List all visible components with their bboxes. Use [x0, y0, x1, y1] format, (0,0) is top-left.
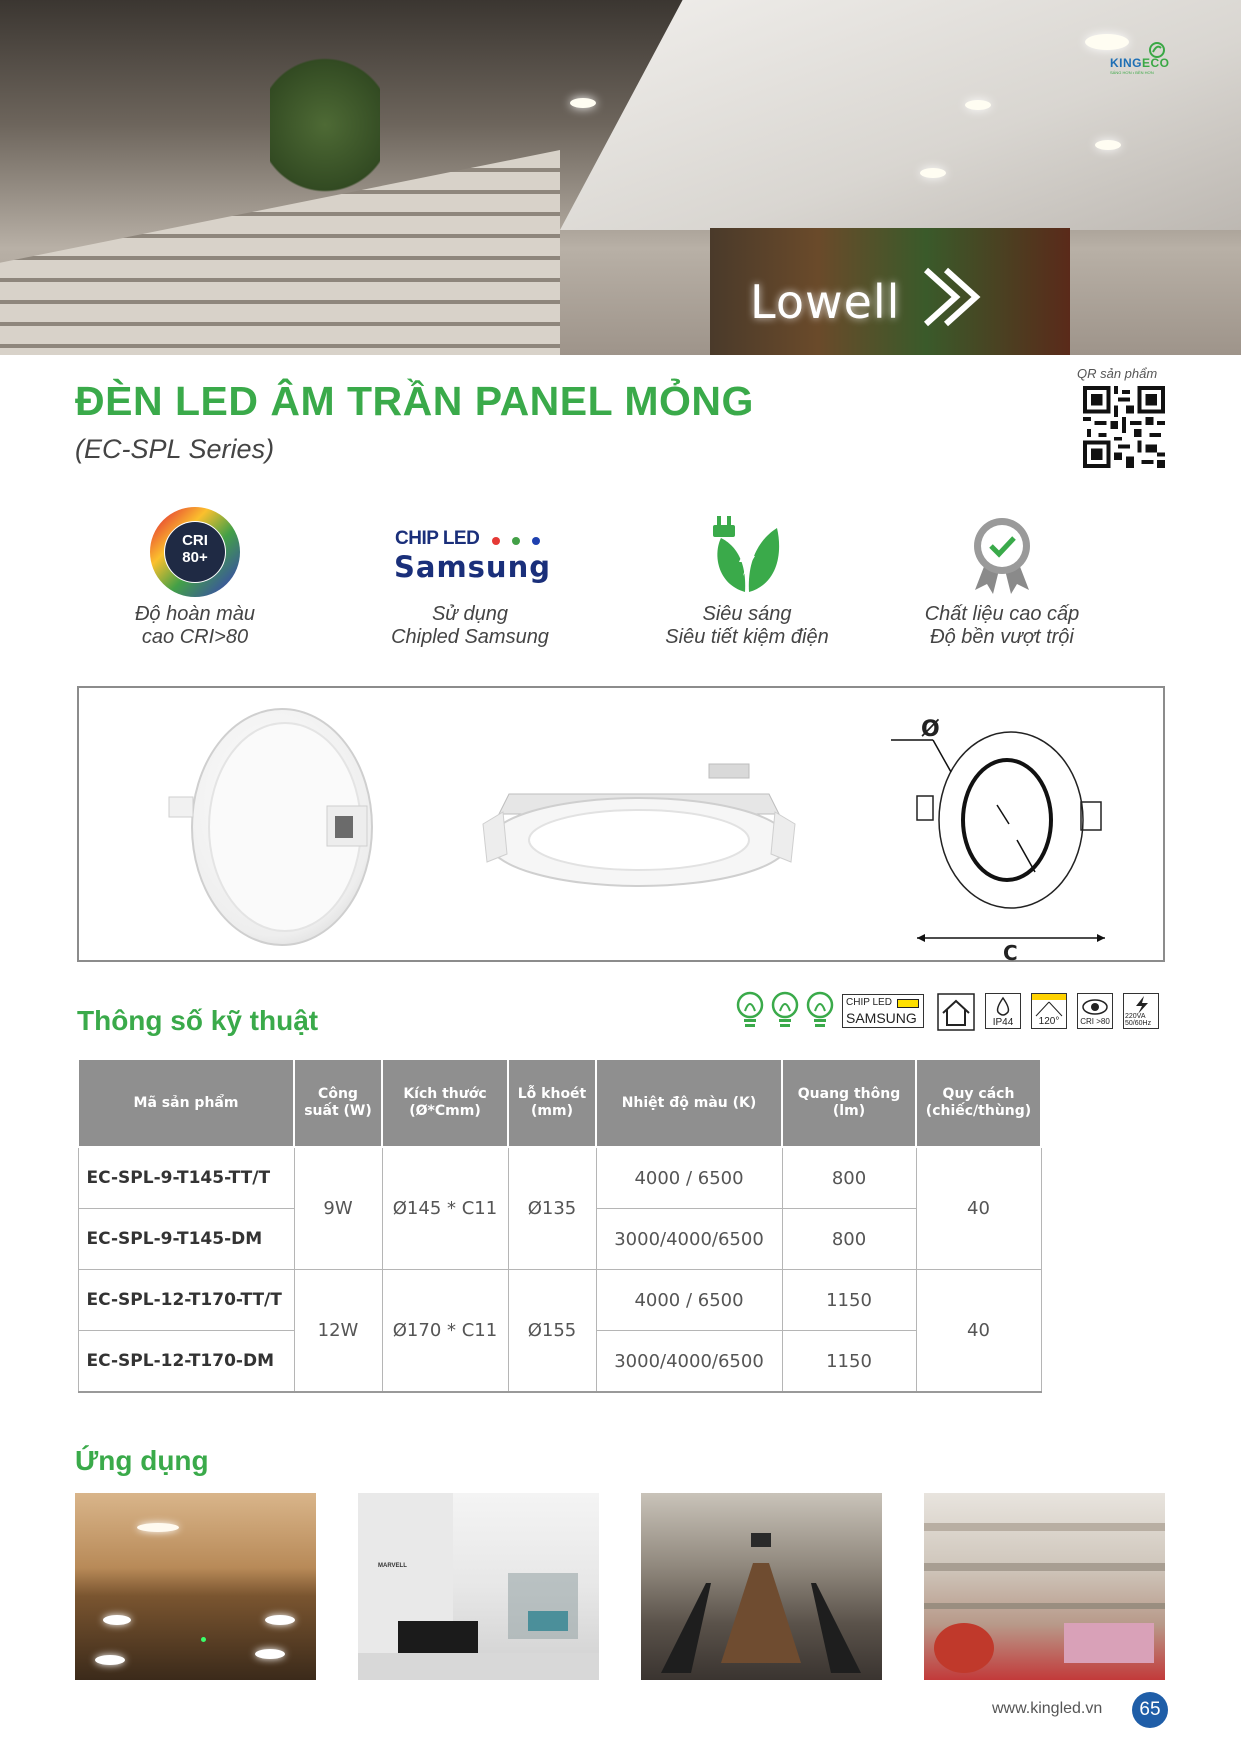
application-image-meeting-room	[641, 1493, 882, 1680]
qr-code-icon[interactable]	[1083, 386, 1165, 468]
header-product-code: Mã sản phẩm	[78, 1059, 294, 1147]
product-code: EC-SPL-9-T145-DM	[78, 1209, 294, 1270]
chip-led-text: CHIP LED	[395, 528, 480, 549]
energy-bulb-icon	[771, 991, 799, 1031]
color-temp-value: 3000/4000/6500	[596, 1331, 782, 1393]
ceiling-downlight	[920, 168, 946, 178]
height-label: C	[1003, 941, 1018, 965]
size-value: Ø170 * C11	[382, 1270, 508, 1393]
brand-logo	[1110, 42, 1190, 78]
feature-label-line1: Chất liệu cao cấp	[924, 603, 1080, 625]
panel-dimension-diagram	[911, 702, 1111, 965]
page-title: ĐÈN LED ÂM TRẦN PANEL MỎNG	[75, 378, 754, 424]
header-power: Công suất (W)	[294, 1059, 382, 1147]
size-value: Ø145 * C11	[382, 1147, 508, 1270]
feature-energy-saving	[627, 510, 867, 649]
diameter-label: Ø	[921, 717, 940, 742]
panel-front-image	[167, 702, 387, 952]
feature-cri	[75, 510, 315, 649]
header-cutout: Lỗ khoét (mm)	[508, 1059, 596, 1147]
color-temp-value: 3000/4000/6500	[596, 1209, 782, 1270]
power-supply-icon: 220VA 50/60Hz	[1123, 993, 1159, 1029]
ceiling-downlight	[570, 98, 596, 108]
plant-wall	[270, 50, 380, 200]
power-value: 9W	[294, 1147, 382, 1270]
page-number: 65	[1132, 1692, 1168, 1728]
footer-website-link[interactable]: www.kingled.vn	[992, 1700, 1103, 1717]
feature-label-line2: Độ bền vượt trội	[930, 626, 1074, 648]
samsung-wordmark: Samsung	[394, 550, 551, 584]
feature-label-line1: Sử dụng	[431, 603, 509, 625]
application-image-reception	[358, 1493, 599, 1680]
color-temp-value: 4000 / 6500	[596, 1147, 782, 1209]
feature-samsung-chip	[350, 510, 590, 649]
header-color-temp: Nhiệt độ màu (K)	[596, 1059, 782, 1147]
pack-value: 40	[916, 1270, 1041, 1393]
lumen-value: 800	[782, 1147, 916, 1209]
feature-label-line1: Độ hoàn màu	[134, 603, 256, 625]
rgb-dots-icon	[490, 535, 550, 547]
spec-title: Thông số kỹ thuật	[77, 1005, 319, 1036]
table-row	[78, 1270, 1041, 1331]
chevron-sign-icon	[918, 262, 988, 332]
cutout-value: Ø135	[508, 1147, 596, 1270]
ceiling-downlight	[965, 100, 991, 110]
pack-value: 40	[916, 1147, 1041, 1270]
power-value: 12W	[294, 1270, 382, 1393]
qr-label: QR sản phẩm	[1077, 366, 1158, 381]
ip44-icon: IP44	[985, 993, 1021, 1029]
lumen-value: 1150	[782, 1331, 916, 1393]
header-pack: Quy cách (chiếc/thùng)	[916, 1059, 1041, 1147]
product-code: EC-SPL-9-T145-TT/T	[78, 1147, 294, 1209]
header-size: Kích thước (Ø*Cmm)	[382, 1059, 508, 1147]
hero-sign-text: Lowell	[750, 275, 901, 329]
table-row	[78, 1147, 1041, 1209]
feature-label-line2: Siêu tiết kiệm điện	[665, 626, 829, 648]
spec-table-header-row	[78, 1059, 1041, 1147]
feature-label-line2: cao CRI>80	[141, 626, 249, 648]
cutout-value: Ø155	[508, 1270, 596, 1393]
cri-eye-icon: CRI >80	[1077, 993, 1113, 1029]
energy-bulb-icon	[736, 991, 764, 1031]
ceiling-panel	[560, 0, 1241, 230]
cri-badge-line2: 80+	[182, 549, 208, 566]
product-code: EC-SPL-12-T170-DM	[78, 1331, 294, 1393]
lumen-value: 1150	[782, 1270, 916, 1331]
feature-label-line2: Chipled Samsung	[391, 626, 549, 648]
product-images-box	[77, 686, 1165, 965]
product-code: EC-SPL-12-T170-TT/T	[78, 1270, 294, 1331]
cri-badge-line1: CRI	[182, 532, 208, 549]
ceiling-downlight	[1095, 140, 1121, 150]
quality-badge-icon	[967, 514, 1037, 596]
chip-led-samsung-icon	[350, 510, 590, 595]
panel-side-image	[479, 754, 799, 894]
color-temp-value: 4000 / 6500	[596, 1270, 782, 1331]
beam-angle-icon: 120°	[1031, 993, 1067, 1029]
chip-led-samsung-badge-icon: CHIP LED SAMSUNG	[842, 994, 924, 1028]
feature-label-line1: Siêu sáng	[702, 603, 792, 625]
spec-table	[77, 1058, 1042, 1393]
header-lumen: Quang thông (lm)	[782, 1059, 916, 1147]
applications-title: Ứng dụng	[75, 1445, 209, 1476]
application-image-mall	[924, 1493, 1165, 1680]
hero-banner-image	[0, 0, 1241, 355]
lumen-value: 800	[782, 1209, 916, 1270]
leaf-plug-icon	[707, 514, 787, 594]
feature-premium-material	[882, 510, 1122, 649]
indoor-use-icon	[937, 993, 975, 1031]
reception-sign-text: MARVELL	[378, 1563, 407, 1569]
application-image-ceiling	[75, 1493, 316, 1680]
energy-bulb-icon	[806, 991, 834, 1031]
brand-tagline: SÁNG HƠN • BỀN HƠN	[1110, 70, 1154, 75]
brand-name: KINGECO	[1110, 56, 1170, 70]
page-subtitle: (EC-SPL Series)	[75, 434, 275, 464]
